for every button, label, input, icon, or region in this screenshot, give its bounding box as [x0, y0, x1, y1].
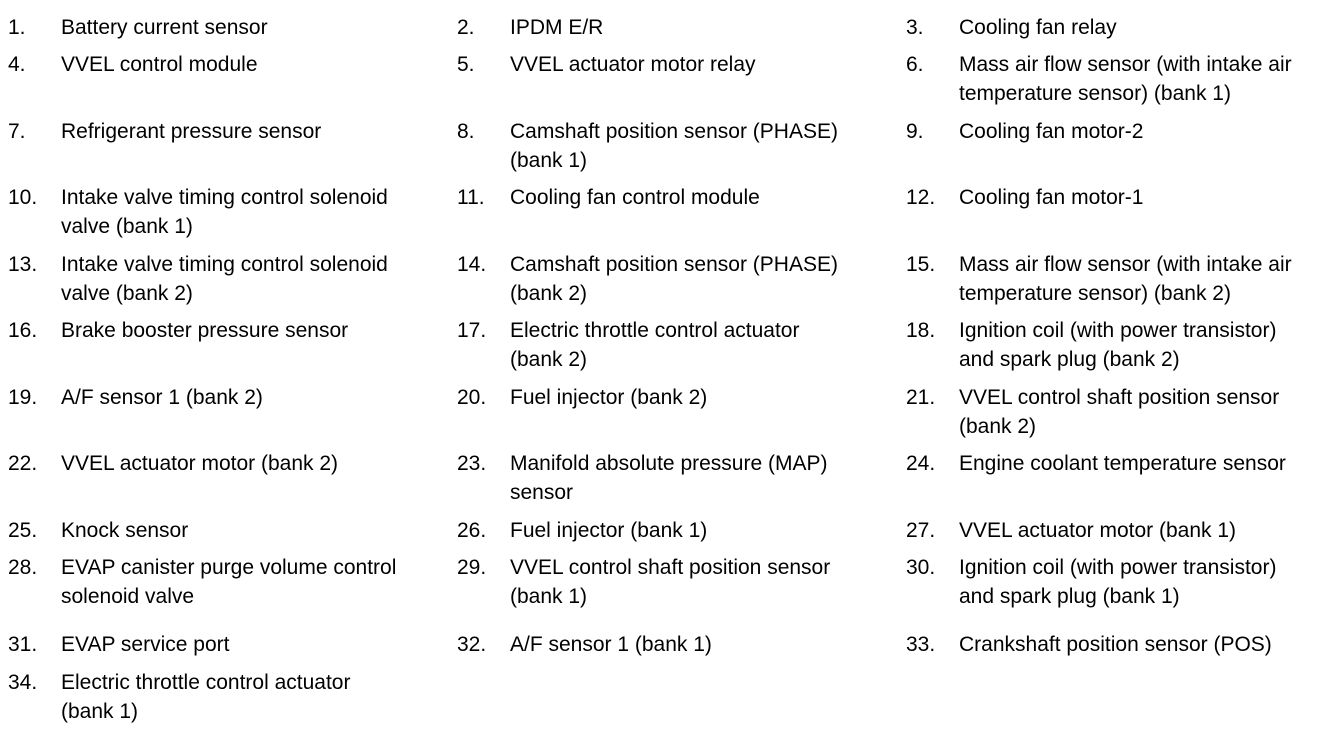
legend-item-label	[61, 449, 338, 478]
legend-item-number: 21.	[906, 386, 936, 409]
legend-item-label-line: Intake valve timing control solenoid	[61, 186, 388, 209]
legend-item-number: 28.	[8, 556, 38, 579]
legend-item-number: 7.	[8, 120, 26, 143]
legend-item-label	[959, 183, 1143, 212]
legend-item-label-line: Camshaft position sensor (PHASE)	[510, 253, 838, 276]
legend-item-number: 12.	[906, 186, 936, 209]
legend-item-number: 17.	[457, 319, 487, 342]
legend-item-label-line: IPDM E/R	[510, 16, 604, 39]
legend-item-label-line: Electric throttle control actuator	[510, 319, 800, 342]
legend-item-label-line: solenoid valve	[61, 585, 195, 608]
legend-item-number: 18.	[906, 319, 936, 342]
legend-item-number: 1.	[8, 16, 26, 39]
legend-item-number: 31.	[8, 633, 38, 656]
legend-item-label-line: temperature sensor) (bank 2)	[959, 282, 1231, 305]
legend-item-label	[61, 383, 263, 412]
legend-item-label	[959, 383, 1279, 441]
legend-item-label-line: VVEL control module	[61, 53, 258, 76]
legend-item-number: 33.	[906, 633, 936, 656]
legend-item-label	[959, 516, 1236, 545]
legend-item-label	[510, 316, 799, 374]
legend-item-label	[959, 630, 1272, 659]
legend-item-number: 19.	[8, 386, 38, 409]
legend-item-number: 4.	[8, 53, 26, 76]
legend-item-label-line: (bank 2)	[510, 348, 588, 371]
legend-item-label	[510, 117, 838, 175]
legend-item-label-line: temperature sensor) (bank 1)	[959, 82, 1231, 105]
legend-item-label-line: sensor	[510, 481, 574, 504]
legend-item-label-line: Mass air flow sensor (with intake air	[959, 53, 1292, 76]
legend-item-label-line: and spark plug (bank 1)	[959, 585, 1180, 608]
legend-item-label-line: (bank 1)	[510, 149, 588, 172]
legend-item-label-line: Ignition coil (with power transistor)	[959, 556, 1277, 579]
legend-item-number: 25.	[8, 519, 38, 542]
legend-item-label-line: Refrigerant pressure sensor	[61, 120, 322, 143]
legend-item-label-line: Electric throttle control actuator	[61, 671, 351, 694]
legend-item-label-line: (bank 1)	[61, 700, 139, 723]
legend-item-number: 16.	[8, 319, 38, 342]
legend-item-label	[61, 668, 350, 726]
legend-item-label-line: valve (bank 2)	[61, 282, 193, 305]
legend-item-label	[61, 13, 268, 42]
legend-item-label-line: Fuel injector (bank 2)	[510, 386, 708, 409]
legend-item-label	[510, 383, 707, 412]
legend-item-number: 11.	[457, 186, 485, 209]
legend-item-label-line: EVAP canister purge volume control	[61, 556, 397, 579]
legend-item-label	[61, 50, 258, 79]
legend-item-label-line: VVEL actuator motor (bank 2)	[61, 452, 339, 475]
legend-item-number: 5.	[457, 53, 475, 76]
legend-item-label	[510, 13, 603, 42]
legend-item-label-line: Cooling fan motor-2	[959, 120, 1144, 143]
legend-item-label-line: Brake booster pressure sensor	[61, 319, 349, 342]
legend-item-label-line: VVEL actuator motor (bank 1)	[959, 519, 1237, 542]
legend-item-label	[61, 316, 348, 345]
legend-item-label-line: valve (bank 1)	[61, 215, 193, 238]
legend-item-number: 3.	[906, 16, 924, 39]
legend-item-label	[61, 516, 188, 545]
legend-item-number: 34.	[8, 671, 38, 694]
legend-item-label	[959, 50, 1292, 108]
legend-item-label-line: VVEL control shaft position sensor	[510, 556, 831, 579]
legend-item-label	[510, 516, 707, 545]
legend-item-label-line: A/F sensor 1 (bank 1)	[510, 633, 712, 656]
legend-item-number: 15.	[906, 253, 936, 276]
legend-item-number: 20.	[457, 386, 487, 409]
legend-item-label-line: Crankshaft position sensor (POS)	[959, 633, 1272, 656]
legend-item-label	[959, 250, 1292, 308]
legend-item-number: 8.	[457, 120, 475, 143]
legend-item-number: 2.	[457, 16, 475, 39]
legend-item-label	[959, 553, 1276, 611]
legend-item-label-line: Engine coolant temperature sensor	[959, 452, 1286, 475]
legend-item-number: 27.	[906, 519, 936, 542]
legend-item-label-line: Ignition coil (with power transistor)	[959, 319, 1277, 342]
legend-item-label-line: VVEL control shaft position sensor	[959, 386, 1280, 409]
legend-item-number: 22.	[8, 452, 38, 475]
legend-item-label-line: Mass air flow sensor (with intake air	[959, 253, 1292, 276]
legend-item-label	[959, 13, 1117, 42]
legend-item-number: 14.	[457, 253, 487, 276]
legend-item-label-line: Knock sensor	[61, 519, 189, 542]
legend-item-label	[61, 183, 388, 241]
legend-item-number: 30.	[906, 556, 936, 579]
legend-item-label-line: Battery current sensor	[61, 16, 268, 39]
legend-item-label	[61, 553, 396, 611]
legend-item-label-line: Intake valve timing control solenoid	[61, 253, 388, 276]
legend-item-number: 23.	[457, 452, 487, 475]
legend-item-number: 24.	[906, 452, 936, 475]
legend-item-label-line: Manifold absolute pressure (MAP)	[510, 452, 828, 475]
legend-item-label	[61, 250, 388, 308]
legend-item-label-line: VVEL actuator motor relay	[510, 53, 756, 76]
legend-item-label	[959, 449, 1286, 478]
legend-item-label	[510, 250, 838, 308]
legend-item-label-line: and spark plug (bank 2)	[959, 348, 1180, 371]
legend-item-label-line: A/F sensor 1 (bank 2)	[61, 386, 263, 409]
legend-item-number: 29.	[457, 556, 487, 579]
legend-item-number: 26.	[457, 519, 487, 542]
legend-item-number: 6.	[906, 53, 924, 76]
legend-item-label-line: (bank 2)	[510, 282, 588, 305]
legend-item-label-line: EVAP service port	[61, 633, 230, 656]
legend-item-label-line: Cooling fan motor-1	[959, 186, 1144, 209]
legend-item-label-line: (bank 1)	[510, 585, 588, 608]
legend-item-label-line: Cooling fan control module	[510, 186, 760, 209]
legend-item-number: 13.	[8, 253, 38, 276]
legend-item-label	[61, 630, 229, 659]
legend-item-label-line: Fuel injector (bank 1)	[510, 519, 708, 542]
legend-item-label-line: (bank 2)	[959, 415, 1037, 438]
legend-item-label	[959, 316, 1276, 374]
legend-item-label-line: Cooling fan relay	[959, 16, 1117, 39]
legend-item-label	[510, 183, 760, 212]
legend-item-label	[510, 50, 756, 79]
legend-item-label	[510, 630, 712, 659]
legend-item-label	[510, 449, 827, 507]
legend-item-number: 32.	[457, 633, 487, 656]
legend-item-label	[959, 117, 1143, 146]
legend-item-number: 10.	[8, 186, 38, 209]
legend-item-number: 9.	[906, 120, 924, 143]
legend-item-label	[61, 117, 321, 146]
legend-item-label	[510, 553, 830, 611]
legend-item-label-line: Camshaft position sensor (PHASE)	[510, 120, 838, 143]
